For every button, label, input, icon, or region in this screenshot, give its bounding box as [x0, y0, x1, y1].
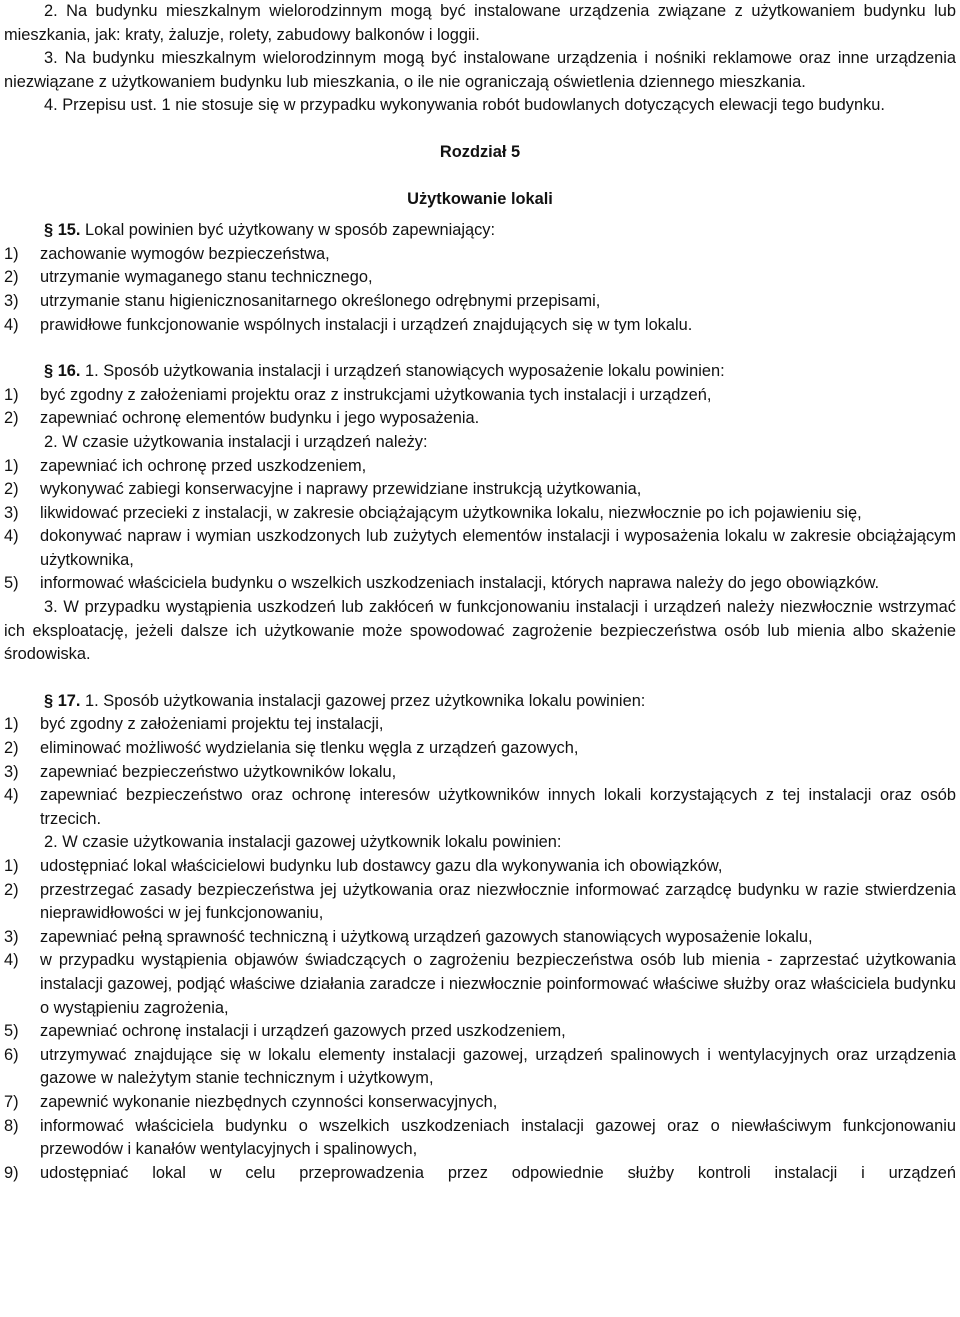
- list-item: 4) prawidłowe funkcjonowanie wspólnych instalacji i urządzeń znajdujących się w tym lokalu.: [4, 315, 693, 334]
- list-item: 2) wykonywać zabiegi konserwacyjne i naprawy przewidziane instrukcją użytkowania,: [4, 480, 642, 499]
- section-15-text: Lokal powinien być użytkowany w sposób zapewniający:: [85, 221, 496, 240]
- section-15-list: [4, 243, 956, 337]
- list-item: 5) zapewniać ochronę instalacji i urządzeń gazowych przed uszkodzeniem,: [4, 1022, 566, 1041]
- section-16-list-2: [4, 455, 956, 597]
- section-number: 17.: [57, 691, 81, 710]
- list-item: 6) utrzymywać znajdujące się w lokalu elementy instalacji gazowej, urządzeń spalinowych i wentylacyjnych oraz urządzenia gazowe w należytym stanie technicznym i użytkowym,: [4, 1045, 956, 1088]
- list-item: 3) zapewniać pełną sprawność techniczną i użytkową urządzeń gazowych stanowiących wyposażenie lokalu,: [4, 927, 813, 946]
- list-item: 1) być zgodny z założeniami projektu tej instalacji,: [4, 715, 384, 734]
- list-item: 7) zapewnić wykonanie niezbędnych czynności konserwacyjnych,: [4, 1092, 498, 1111]
- list-item: 4) dokonywać napraw i wymian uszkodzonych lub zużytych elementów instalacji i wyposażenia lokalu w zakresie obciążającym użytkownika,: [4, 527, 956, 569]
- list-item: 1) udostępniać lokal właścicielowi budynku lub dostawcy gazu dla wykonywania ich obowiązków,: [4, 857, 723, 875]
- list-item: 9) udostępniać lokal w celu przeprowadzenia przez odpowiednie służby kontroli instalacji i urządzeń: [4, 1163, 956, 1182]
- list-item: 5) informować właściciela budynku o wszelkich uszkodzeniach instalacji, których naprawa należy do jego obowiązków.: [4, 574, 880, 593]
- section-17-list-2: [4, 855, 956, 1185]
- list-item: 3) likwidować przecieki z instalacji, w zakresie obciążającym użytkownika lokalu, niezwłocznie po ich pojawieniu się,: [4, 503, 862, 522]
- list-item: 3) zapewniać bezpieczeństwo użytkowników lokalu,: [4, 762, 397, 781]
- list-item: 2) eliminować możliwość wydzielania się tlenku węgla z urządzeń gazowych,: [4, 739, 579, 758]
- section-17-list-1: [4, 713, 956, 831]
- section-17-text: 1. Sposób użytkowania instalacji gazowej przez użytkownika lokalu powinien:: [85, 691, 646, 710]
- list-item: 8) informować właściciela budynku o wszelkich uszkodzeniach instalacji gazowej oraz o niewłaściwym funkcjonowaniu przewodów i kanałów wentylacyjnych i spalinowych,: [4, 1116, 956, 1159]
- section-number: 15.: [57, 221, 81, 240]
- paragraph-intro-2: 2. Na budynku mieszkalnym wielorodzinnym mogą być instalowane urządzenia związane z użytkowaniem budynku lub mieszkania, jak: kraty, żaluzje, rolety, zabudowy balkonów i loggii.: [4, 2, 956, 44]
- section-number: 16.: [57, 362, 81, 381]
- list-item: 2) utrzymanie wymaganego stanu technicznego,: [4, 268, 373, 287]
- section-16-list-1: [4, 384, 956, 431]
- section-sign: §: [44, 362, 54, 381]
- list-item: 3) utrzymanie stanu higienicznosanitarnego określonego odrębnymi przepisami,: [4, 291, 601, 310]
- section-17-paragraph-2: 2. W czasie użytkowania instalacji gazowej użytkownik lokalu powinien:: [44, 833, 562, 852]
- section-16-intro: [4, 360, 956, 384]
- list-item: 4) zapewniać bezpieczeństwo oraz ochronę interesów użytkowników innych lokali korzystających z tej instalacji oraz osób trzecich.: [4, 786, 956, 828]
- paragraph-intro-3: 3. Na budynku mieszkalnym wielorodzinnym mogą być instalowane urządzenia i nośniki reklamowe oraz inne urządzenia niezwiązane z użytkowaniem budynku lub mieszkania, o ile nie ograniczają oświetlenia dziennego mieszkania.: [4, 49, 956, 91]
- chapter-number: Rozdział 5: [439, 142, 521, 161]
- list-item: 2) przestrzegać zasady bezpieczeństwa jej użytkowania oraz niezwłocznie informować zarządcę budynku w razie stwierdzenia nieprawidłowości w jej funkcjonowaniu,: [4, 880, 956, 923]
- list-item: 2) zapewniać ochronę elementów budynku i jego wyposażenia.: [4, 409, 480, 428]
- paragraph-intro-4: 4. Przepisu ust. 1 nie stosuje się w przypadku wykonywania robót budowlanych dotyczących elewacji tego budynku.: [44, 96, 885, 115]
- chapter-title: Użytkowanie lokali: [407, 189, 553, 208]
- list-item: 1) być zgodny z założeniami projektu oraz z instrukcjami użytkowania tych instalacji i urządzeń,: [4, 385, 712, 404]
- section-sign: §: [44, 691, 54, 710]
- section-sign: §: [44, 221, 54, 240]
- section-16-text: 1. Sposób użytkowania instalacji i urządzeń stanowiących wyposażenie lokalu powinien:: [85, 362, 725, 381]
- list-item: 1) zapewniać ich ochronę przed uszkodzeniem,: [4, 456, 367, 475]
- section-16-paragraph-3: 3. W przypadku wystąpienia uszkodzeń lub zakłóceń w funkcjonowaniu instalacji i urządzeń należy niezwłocznie wstrzymać ich eksploatację, jeżeli dalsze ich użytkowanie może spowodować zagrożenie bezpieczeństwa osób lub mienia albo skażenie środowiska.: [4, 598, 956, 664]
- section-15-intro: [4, 219, 956, 243]
- list-item: 1) zachowanie wymogów bezpieczeństwa,: [4, 244, 330, 263]
- section-17-intro: [4, 690, 956, 714]
- list-item: 4) w przypadku wystąpienia objawów świadczących o zagrożeniu bezpieczeństwa osób lub mienia - zaprzestać użytkowania instalacji gazowej, podjąć właściwe działania zaradcze i niezwłocznie poinformować właściwe służby oraz właściciela budynku o wystąpieniu zagrożenia,: [4, 951, 956, 1017]
- section-16-paragraph-2: 2. W czasie użytkowania instalacji i urządzeń należy:: [44, 432, 428, 451]
